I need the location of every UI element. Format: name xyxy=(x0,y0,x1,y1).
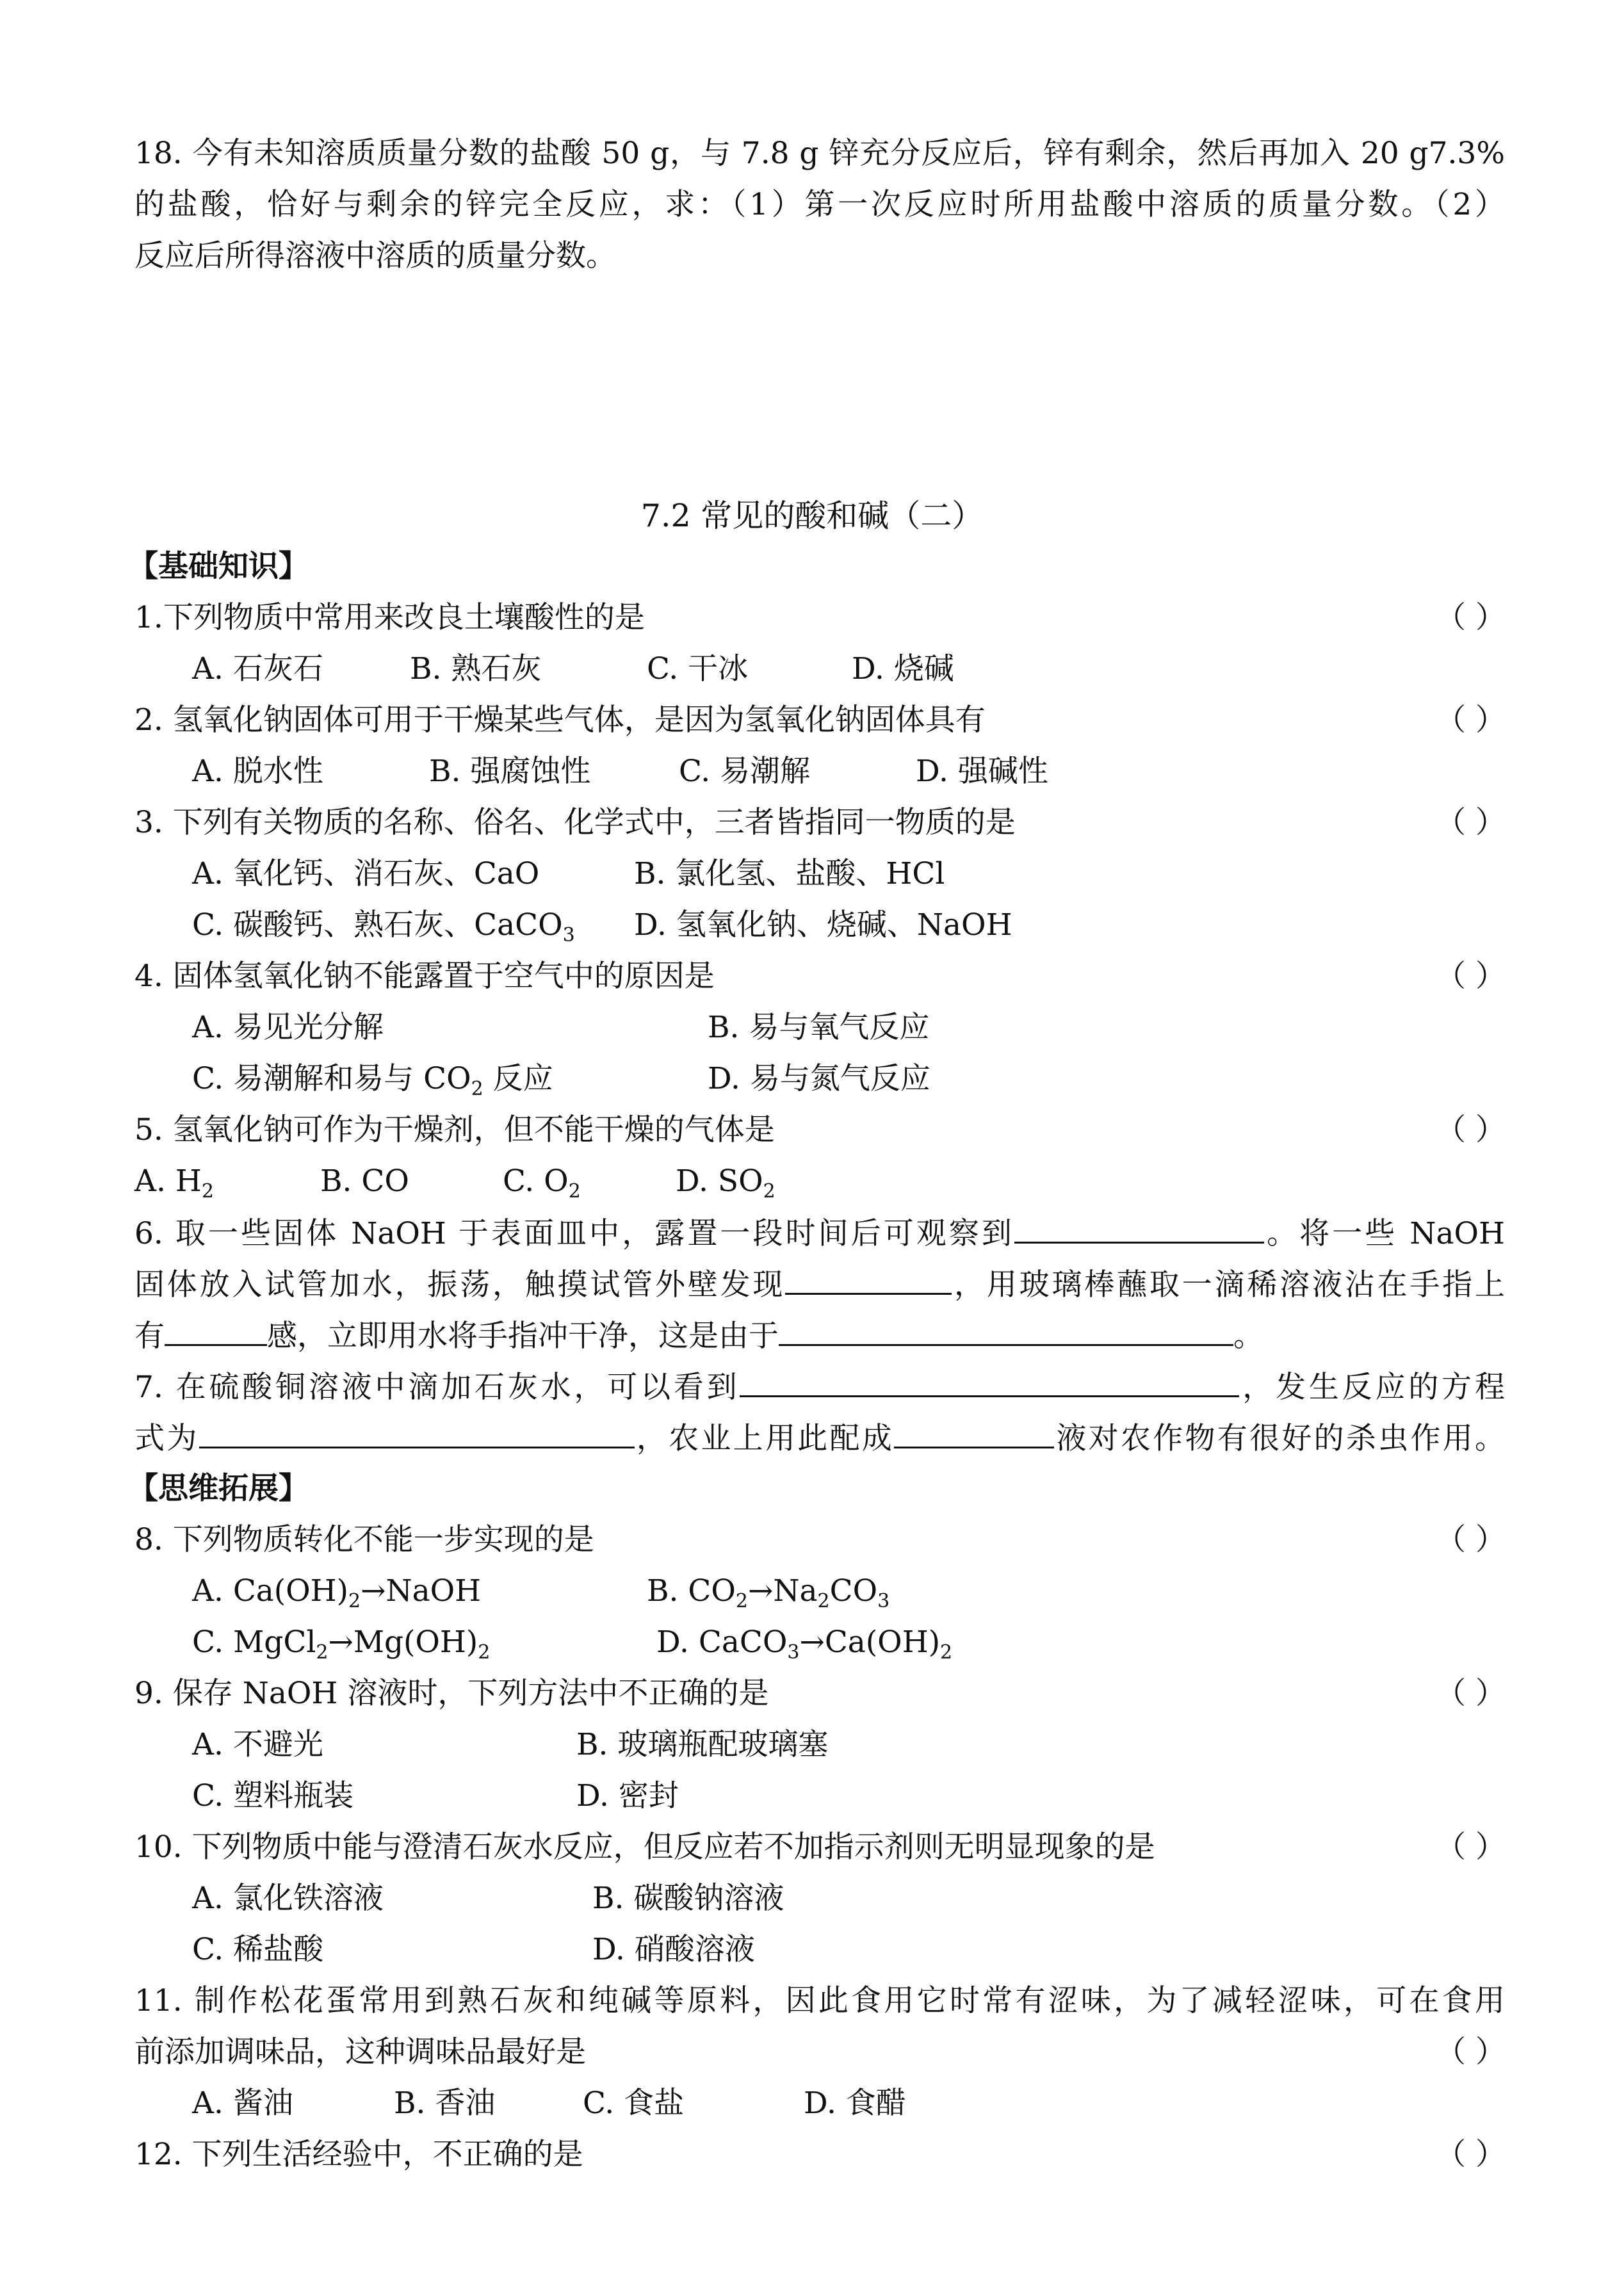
answer-paren: （ ） xyxy=(1436,959,1506,994)
q6-line-3: 有 感，立即用水将手指冲干净，这是由于 。 xyxy=(134,1316,1505,1356)
question-5 xyxy=(134,1111,1505,1149)
question-2-stem: 2. 氢氧化钠固体可用于干燥某些气体，是因为氢氧化钠固体具有 xyxy=(134,702,986,738)
q2-option-c: C. 易潮解 xyxy=(679,754,811,789)
answer-paren: （ ） xyxy=(1436,1829,1506,1865)
q4-option-c: C. 易潮解和易与 $CO_2$ 反应 xyxy=(192,1061,553,1100)
q4-option-d: D. 易与氮气反应 xyxy=(708,1061,930,1096)
question-12 xyxy=(134,2136,1505,2174)
q10-option-c: C. 稀盐酸 xyxy=(192,1932,324,1967)
q5-option-b: B. CO xyxy=(320,1164,409,1199)
q11-option-c: C. 食盐 xyxy=(583,2086,685,2121)
q5-option-a: A. $H_2$ xyxy=(134,1164,214,1203)
question-1 xyxy=(134,599,1505,637)
q18-line-1: 18. 今有未知溶质质量分数的盐酸 50 g，与 7.8 g 锌充分反应后，锌有剩余，然后再加入 20 g7.3% xyxy=(134,136,1505,171)
question-10 xyxy=(134,1828,1505,1867)
q7-line-1: 7. 在硫酸铜溶液中滴加石灰水，可以看到 ，发生反应的方程 xyxy=(134,1367,1505,1407)
q3-option-c: C. 碳酸钙、熟石灰、CaCO$_3$ xyxy=(192,907,575,946)
q2-option-a: A. 脱水性 xyxy=(192,754,323,789)
q10-option-a: A. 氯化铁溶液 xyxy=(192,1881,384,1916)
answer-paren: （ ） xyxy=(1436,805,1506,840)
q4-option-b: B. 易与氧气反应 xyxy=(708,1010,930,1045)
answer-paren: （ ） xyxy=(1436,1522,1506,1557)
answer-paren: （ ） xyxy=(1436,702,1506,738)
q3-option-a: A. 氧化钙、消石灰、CaO xyxy=(192,856,540,891)
q6-line-1: 6. 取一些固体 NaOH 于表面皿中，露置一段时间后可观察到 。将一些 NaOH xyxy=(134,1213,1505,1253)
fill-blank[interactable] xyxy=(779,1316,1233,1346)
section-heading-extend: 【思维拓展】 xyxy=(128,1471,309,1506)
answer-paren: （ ） xyxy=(1436,1112,1506,1148)
q1-option-d: D. 烧碱 xyxy=(852,651,954,686)
q2-option-d: D. 强碱性 xyxy=(916,754,1048,789)
answer-paren: （ ） xyxy=(1436,2137,1506,2172)
answer-paren: （ ） xyxy=(1436,600,1506,635)
q5-option-d: D. $SO_2$ xyxy=(676,1164,775,1203)
fill-blank[interactable] xyxy=(785,1265,952,1295)
fill-blank[interactable] xyxy=(199,1418,635,1448)
question-4 xyxy=(134,957,1505,996)
q1-option-b: B. 熟石灰 xyxy=(410,651,542,686)
question-9 xyxy=(134,1675,1505,1713)
q8-option-d: D. $CaCO_3\to Ca(OH)_2$ xyxy=(656,1625,953,1664)
question-10-stem: 10. 下列物质中能与澄清石灰水反应，但反应若不加指示剂则无明显现象的是 xyxy=(134,1829,1155,1865)
q11-option-b: B. 香油 xyxy=(394,2086,496,2121)
question-2 xyxy=(134,701,1505,740)
answer-paren: （ ） xyxy=(1436,2034,1506,2070)
q9-option-d: D. 密封 xyxy=(576,1778,679,1813)
q5-option-c: C. $O_2$ xyxy=(503,1164,581,1203)
q9-option-c: C. 塑料瓶装 xyxy=(192,1778,354,1813)
q7-line-2: 式为 ，农业上用此配成 液对农作物有很好的杀虫作用。 xyxy=(134,1418,1505,1458)
q9-option-b: B. 玻璃瓶配玻璃塞 xyxy=(576,1727,829,1762)
question-9-stem: 9. 保存 NaOH 溶液时，下列方法中不正确的是 xyxy=(134,1676,769,1711)
question-3-stem: 3. 下列有关物质的名称、俗名、化学式中，三者皆指同一物质的是 xyxy=(134,805,1016,840)
fill-blank[interactable] xyxy=(894,1418,1054,1448)
q3-option-d: D. 氢氧化钠、烧碱、NaOH xyxy=(634,907,1012,943)
question-5-stem: 5. 氢氧化钠可作为干燥剂，但不能干燥的气体是 xyxy=(134,1112,775,1148)
q4-option-a: A. 易见光分解 xyxy=(192,1010,384,1045)
q8-option-a: A. $Ca(OH)_2\to NaOH$ xyxy=(192,1573,482,1612)
q9-option-a: A. 不避光 xyxy=(192,1727,323,1762)
fill-blank[interactable] xyxy=(1014,1213,1264,1244)
q18-line-2: 的盐酸，恰好与剩余的锌完全反应，求：（1）第一次反应时所用盐酸中溶质的质量分数。（2） xyxy=(134,187,1505,222)
question-8 xyxy=(134,1521,1505,1559)
fill-blank[interactable] xyxy=(165,1316,267,1346)
q3-option-b: B. 氯化氢、盐酸、HCl xyxy=(634,856,945,891)
q1-option-a: A. 石灰石 xyxy=(192,651,323,686)
answer-paren: （ ） xyxy=(1436,1676,1506,1711)
question-12-stem: 12. 下列生活经验中，不正确的是 xyxy=(134,2137,583,2172)
q1-option-c: C. 干冰 xyxy=(647,651,749,686)
q8-option-b: B. $CO_2\to Na_2CO_3$ xyxy=(647,1573,890,1612)
q6-line-2: 固体放入试管加水，振荡，触摸试管外壁发现 ，用玻璃棒蘸取一滴稀溶液沾在手指上 xyxy=(134,1265,1505,1304)
section-heading-basic: 【基础知识】 xyxy=(128,549,309,584)
q2-option-b: B. 强腐蚀性 xyxy=(429,754,591,789)
q8-option-c: C. $MgCl_2\to Mg(OH)_2$ xyxy=(192,1625,491,1664)
q10-option-d: D. 硝酸溶液 xyxy=(592,1932,755,1967)
q11-line-1: 11. 制作松花蛋常用到熟石灰和纯碱等原料，因此食用它时常有涩味，为了减轻涩味，可在食用 xyxy=(134,1983,1505,2018)
q10-option-b: B. 碳酸钠溶液 xyxy=(592,1881,784,1916)
question-1-stem: 1.下列物质中常用来改良土壤酸性的是 xyxy=(134,600,645,635)
question-11 xyxy=(134,2033,1505,2072)
section-title: 7.2 常见的酸和碱（二） xyxy=(640,498,984,534)
fill-blank[interactable] xyxy=(740,1367,1239,1397)
question-3 xyxy=(134,804,1505,842)
question-11-stem: 前添加调味品，这种调味品最好是 xyxy=(134,2034,586,2070)
q18-line-3: 反应后所得溶液中溶质的质量分数。 xyxy=(134,238,616,273)
question-4-stem: 4. 固体氢氧化钠不能露置于空气中的原因是 xyxy=(134,959,715,994)
q11-option-a: A. 酱油 xyxy=(192,2086,293,2121)
q11-option-d: D. 食醋 xyxy=(804,2086,906,2121)
question-8-stem: 8. 下列物质转化不能一步实现的是 xyxy=(134,1522,594,1557)
